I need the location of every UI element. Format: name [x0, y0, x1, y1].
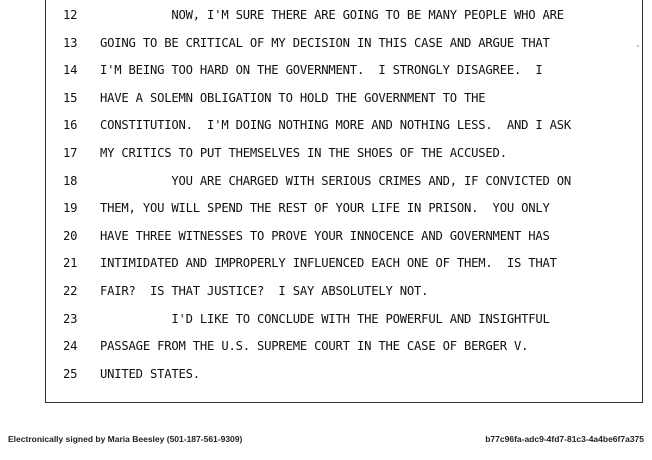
line-number: 20 [63, 228, 78, 243]
transcript-line [0, 201, 652, 221]
line-text: MY CRITICS TO PUT THEMSELVES IN THE SHOES OF THE ACCUSED. [100, 146, 507, 160]
line-number: 23 [63, 311, 78, 326]
line-text: I'D LIKE TO CONCLUDE WITH THE POWERFUL AND INSIGHTFUL [100, 311, 550, 326]
line-number: 16 [63, 118, 78, 133]
line-number: 13 [63, 35, 78, 50]
line-text: THEM, YOU WILL SPEND THE REST OF YOUR LIFE IN PRISON. YOU ONLY [100, 201, 550, 216]
line-text: FAIR? IS THAT JUSTICE? I SAY ABSOLUTELY NOT. [100, 284, 429, 298]
line-text: CONSTITUTION. I'M DOING NOTHING MORE AND NOTHING LESS. AND I ASK [100, 118, 572, 133]
scan-speck [637, 45, 639, 47]
line-text: YOU ARE CHARGED WITH SERIOUS CRIMES AND, IF CONVICTED ON [100, 173, 572, 188]
line-number: 15 [63, 90, 78, 105]
transcript-line [0, 229, 652, 249]
line-text: INTIMIDATED AND IMPROPERLY INFLUENCED EACH ONE OF THEM. IS THAT [100, 256, 557, 271]
transcript-line [0, 256, 652, 276]
signature-footer: Electronically signed by Maria Beesley (501-187-561-9309) [8, 434, 243, 444]
transcript-line [0, 367, 652, 387]
line-number: 24 [63, 339, 78, 354]
line-text: HAVE A SOLEMN OBLIGATION TO HOLD THE GOVERNMENT TO THE [100, 90, 486, 105]
transcript-line [0, 63, 652, 83]
line-number: 21 [63, 256, 78, 271]
line-text: GOING TO BE CRITICAL OF MY DECISION IN THIS CASE AND ARGUE THAT [100, 35, 550, 50]
line-number: 14 [63, 63, 78, 78]
transcript-line [0, 91, 652, 111]
line-number: 22 [63, 284, 78, 298]
transcript-line [0, 118, 652, 138]
document-id: b77c96fa-adc9-4fd7-81c3-4a4be6f7a375 [485, 434, 644, 444]
line-number: 25 [63, 366, 78, 381]
line-text: PASSAGE FROM THE U.S. SUPREME COURT IN THE CASE OF BERGER V. [100, 339, 529, 354]
transcript-line [0, 8, 652, 28]
transcript-line [0, 312, 652, 332]
line-number: 18 [63, 173, 78, 188]
line-text: HAVE THREE WITNESSES TO PROVE YOUR INNOCENCE AND GOVERNMENT HAS [100, 228, 550, 243]
transcript-line [0, 339, 652, 359]
transcript-line [0, 36, 652, 56]
line-number: 17 [63, 146, 78, 160]
transcript-line [0, 174, 652, 194]
transcript-line [0, 146, 652, 166]
line-number: 19 [63, 201, 78, 216]
line-text: NOW, I'M SURE THERE ARE GOING TO BE MANY PEOPLE WHO ARE [100, 8, 564, 22]
line-number: 12 [63, 8, 78, 22]
transcript-line [0, 284, 652, 304]
line-text: UNITED STATES. [100, 366, 200, 381]
line-text: I'M BEING TOO HARD ON THE GOVERNMENT. I STRONGLY DISAGREE. I [100, 63, 543, 78]
